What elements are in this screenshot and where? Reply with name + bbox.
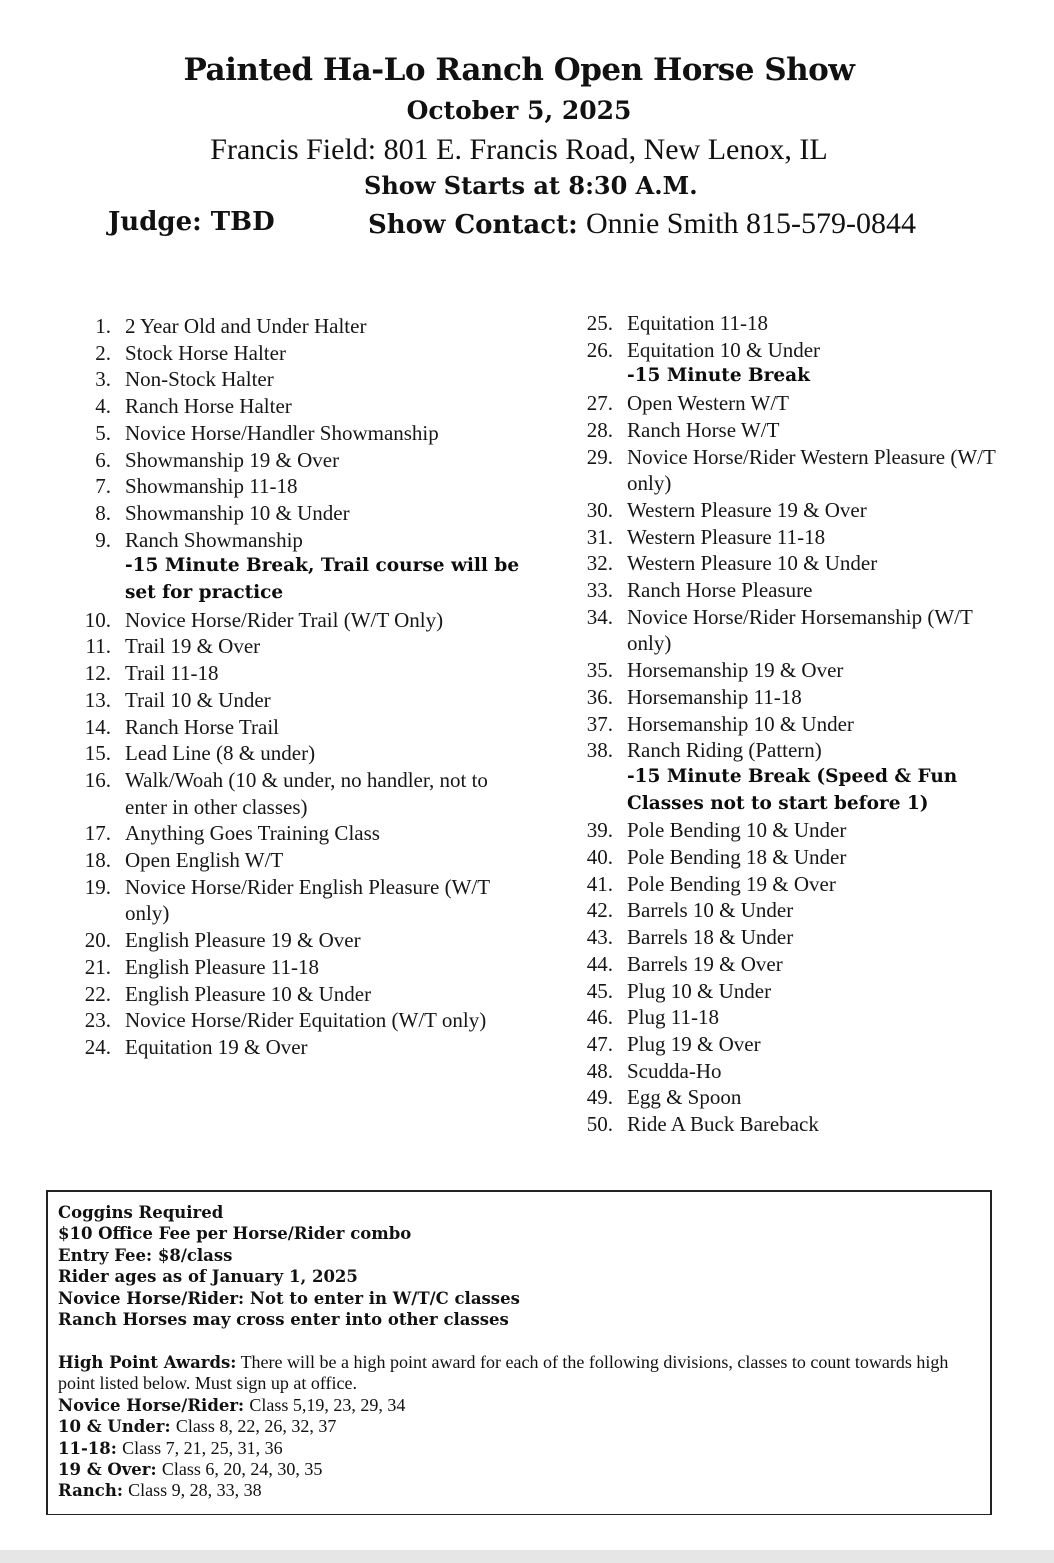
class-number: 6. [95, 447, 111, 472]
class-text: Equitation 11-18 [627, 311, 768, 335]
class-item [582, 871, 1022, 898]
class-number: 49. [586, 1085, 613, 1110]
rule-line: Ranch Horses may cross enter into other classes [58, 1310, 509, 1330]
class-number: 28. [586, 417, 613, 442]
class-text: -15 Minute Break [627, 365, 810, 387]
division-label: 19 & Over: [58, 1460, 157, 1480]
class-item [582, 951, 1022, 978]
division-row [58, 1459, 980, 1480]
class-number: 19. [84, 874, 111, 899]
class-item [80, 393, 520, 420]
class-text: Ranch Horse Pleasure [627, 578, 813, 603]
class-text: Ranch Horse Halter [125, 394, 292, 419]
class-text: Showmanship 10 & Under [125, 500, 350, 525]
class-item [80, 313, 520, 340]
class-item [582, 524, 1022, 551]
class-number: 34. [586, 604, 613, 629]
class-item [80, 687, 520, 714]
awards-label: High Point Awards: [58, 1353, 237, 1372]
class-item [80, 820, 520, 847]
class-item [80, 607, 520, 634]
class-item [582, 684, 1022, 711]
class-item [80, 1007, 520, 1034]
class-text: Anything Goes Training Class [125, 821, 380, 846]
class-item [80, 927, 520, 954]
class-number: 50. [586, 1112, 613, 1137]
class-text: 2 Year Old and Under Halter [125, 314, 367, 338]
class-text: Scudda-Ho [627, 1058, 722, 1083]
class-number: 38. [586, 738, 613, 763]
show-contact-value: Onnie Smith 815-579-0844 [585, 207, 916, 240]
class-number: 21. [84, 954, 111, 979]
class-item [582, 1004, 1022, 1031]
class-item [80, 660, 520, 687]
class-item [80, 447, 520, 474]
class-number: 37. [586, 711, 613, 736]
show-location: Francis Field: 801 E. Francis Road, New Lenox, IL [210, 133, 828, 166]
class-text: Trail 10 & Under [125, 687, 271, 712]
show-date: October 5, 2025 [406, 96, 632, 125]
class-number: 9. [95, 527, 111, 552]
class-number: 12. [84, 661, 111, 686]
class-text: Ranch Riding (Pattern) [627, 738, 822, 763]
class-number: 48. [586, 1058, 613, 1083]
class-item [80, 500, 520, 527]
class-item [80, 954, 520, 981]
class-item [582, 550, 1022, 577]
class-item [582, 737, 1022, 764]
class-text: English Pleasure 11-18 [125, 954, 320, 979]
class-number: 1. [95, 314, 111, 338]
division-row [58, 1438, 980, 1459]
show-start-time: Show Starts at 8:30 A.M. [364, 171, 698, 200]
division-label: Novice Horse/Rider: [58, 1395, 245, 1415]
class-text: Novice Horse/Rider Trail (W/T Only) [125, 607, 444, 632]
class-item [582, 577, 1022, 604]
class-text: Ranch Horse Trail [125, 714, 279, 739]
class-item [582, 604, 1022, 657]
class-item [582, 817, 1022, 844]
rule-line: Entry Fee: $8/class [58, 1245, 233, 1265]
class-text: Horsemanship 19 & Over [627, 658, 844, 683]
class-number: 14. [84, 714, 111, 739]
division-classes: Class 6, 20, 24, 30, 35 [161, 1459, 323, 1480]
class-text: Equitation 10 & Under [627, 337, 821, 362]
class-text: Western Pleasure 19 & Over [627, 497, 867, 522]
class-item [582, 1084, 1022, 1111]
class-number: 32. [586, 551, 613, 576]
rule-line: Coggins Required [58, 1203, 224, 1222]
class-item [80, 366, 520, 393]
class-number: 26. [586, 337, 613, 362]
class-text: Trail 11-18 [125, 661, 219, 686]
class-text: Novice Horse/Rider English Pleasure (W/T only) [125, 874, 490, 926]
class-text: Novice Horse/Rider Equitation (W/T only) [125, 1008, 487, 1033]
class-item [80, 1034, 520, 1061]
class-item [80, 740, 520, 767]
class-item [582, 1031, 1022, 1058]
class-item [582, 497, 1022, 524]
class-text: Lead Line (8 & under) [125, 741, 316, 766]
class-text: English Pleasure 19 & Over [125, 928, 361, 953]
class-number: 41. [586, 871, 613, 896]
judge: Judge: TBD [108, 207, 275, 237]
class-item [582, 1058, 1022, 1085]
class-item [80, 633, 520, 660]
class-item [80, 847, 520, 874]
class-text: Walk/Woah (10 & under, no handler, not to enter in other classes) [125, 767, 488, 819]
break-note [582, 363, 1022, 390]
class-text: Barrels 10 & Under [627, 898, 794, 923]
class-text: Plug 11-18 [627, 1005, 719, 1030]
class-text: Showmanship 19 & Over [125, 447, 340, 472]
class-text: Novice Horse/Rider Western Pleasure (W/T only) [627, 444, 996, 496]
class-text: Pole Bending 19 & Over [627, 871, 836, 896]
awards-intro [58, 1352, 980, 1395]
division-classes: Class 8, 22, 26, 32, 37 [175, 1416, 337, 1437]
class-text: English Pleasure 10 & Under [125, 981, 372, 1006]
division-classes: Class 7, 21, 25, 31, 36 [122, 1437, 283, 1458]
class-text: Showmanship 11-18 [125, 474, 298, 499]
class-text: Open English W/T [125, 848, 284, 873]
break-note [582, 764, 1022, 817]
class-number: 5. [95, 420, 111, 445]
class-number: 43. [586, 925, 613, 950]
class-text: Novice Horse/Rider Horsemanship (W/T only) [627, 604, 973, 656]
class-number: 15. [84, 741, 111, 766]
class-number: 45. [586, 978, 613, 1003]
info-box [46, 1190, 992, 1515]
class-item [80, 874, 520, 927]
class-text: Non-Stock Halter [125, 367, 274, 392]
division-classes: Class 5,19, 23, 29, 34 [249, 1394, 406, 1415]
class-text: Western Pleasure 10 & Under [627, 551, 878, 576]
class-text: Plug 10 & Under [627, 978, 772, 1003]
class-item [582, 337, 1022, 364]
class-number: 11. [85, 634, 111, 659]
division-label: 11-18: [58, 1438, 117, 1458]
class-number: 20. [84, 928, 111, 953]
class-number: 25. [586, 311, 613, 335]
class-number: 33. [586, 578, 613, 603]
class-number: 2. [95, 340, 111, 365]
class-number: 44. [586, 951, 613, 976]
class-number: 24. [84, 1034, 111, 1059]
show-contact [368, 207, 916, 241]
class-number: 8. [95, 500, 111, 525]
class-text: Horsemanship 10 & Under [627, 711, 854, 736]
class-item [582, 390, 1022, 417]
break-note [80, 553, 520, 606]
class-number: 4. [95, 394, 111, 419]
class-item [80, 714, 520, 741]
class-number: 47. [586, 1031, 613, 1056]
division-row [58, 1395, 980, 1416]
class-number: 36. [586, 684, 613, 709]
class-text: Barrels 18 & Under [627, 925, 794, 950]
class-number: 17. [84, 821, 111, 846]
rule-line: Novice Horse/Rider: Not to enter in W/T/C classes [58, 1288, 520, 1308]
class-text: Plug 19 & Over [627, 1031, 761, 1056]
division-classes: Class 9, 28, 33, 38 [128, 1480, 262, 1501]
class-text: Ranch Horse W/T [627, 417, 780, 442]
class-item [80, 981, 520, 1008]
class-item [582, 417, 1022, 444]
class-item [80, 340, 520, 367]
class-number: 10. [84, 607, 111, 632]
rule-line: Rider ages as of January 1, 2025 [58, 1267, 358, 1287]
division-list [58, 1395, 980, 1502]
class-number: 27. [586, 391, 613, 416]
class-item [582, 897, 1022, 924]
class-text: Ride A Buck Bareback [627, 1112, 819, 1137]
class-number: 3. [95, 367, 111, 392]
show-title: Painted Ha-Lo Ranch Open Horse Show [183, 52, 855, 88]
class-number: 30. [586, 497, 613, 522]
class-number: 39. [586, 818, 613, 843]
class-text: -15 Minute Break (Speed & Fun Classes not to start before 1) [627, 765, 958, 814]
class-text: Ranch Showmanship [125, 527, 303, 552]
class-number: 35. [586, 658, 613, 683]
division-label: 10 & Under: [58, 1417, 171, 1437]
awards-text: There will be a high point award for each of the following divisions, classes to count towards high point listed below. Must sign up at office. [58, 1352, 949, 1394]
class-number: 42. [586, 898, 613, 923]
class-item [582, 310, 1022, 337]
class-number: 23. [84, 1008, 111, 1033]
class-item [582, 924, 1022, 951]
class-item [582, 711, 1022, 738]
class-item [582, 844, 1022, 871]
class-text: Barrels 19 & Over [627, 951, 783, 976]
class-number: 31. [586, 524, 613, 549]
class-item [582, 978, 1022, 1005]
class-item [80, 767, 520, 820]
class-number: 40. [586, 845, 613, 870]
class-number: 16. [84, 767, 111, 792]
class-item [582, 657, 1022, 684]
class-text: Equitation 19 & Over [125, 1034, 308, 1059]
rules-list [58, 1202, 980, 1330]
class-number: 13. [84, 687, 111, 712]
class-text: Egg & Spoon [627, 1085, 742, 1110]
class-item [80, 527, 520, 554]
high-point-awards [58, 1352, 980, 1502]
class-number: 29. [586, 444, 613, 469]
class-text: Pole Bending 10 & Under [627, 818, 847, 843]
class-text: -15 Minute Break, Trail course will be set for practice [125, 555, 520, 604]
class-number: 46. [586, 1005, 613, 1030]
class-text: Open Western W/T [627, 391, 789, 416]
class-number: 22. [84, 981, 111, 1006]
class-text: Trail 19 & Over [125, 634, 261, 659]
class-text: Pole Bending 18 & Under [627, 845, 847, 870]
class-list-right [582, 310, 1022, 1138]
class-item [582, 444, 1022, 497]
class-number: 7. [95, 474, 111, 499]
bottom-edge [0, 1550, 1054, 1563]
class-number: 18. [84, 848, 111, 873]
division-row [58, 1416, 980, 1437]
class-text: Novice Horse/Handler Showmanship [125, 420, 439, 445]
class-text: Western Pleasure 11-18 [627, 524, 826, 549]
show-contact-label: Show Contact: [368, 210, 578, 240]
class-item [582, 1111, 1022, 1138]
class-text: Stock Horse Halter [125, 340, 286, 365]
class-list-left [80, 313, 520, 1061]
class-item [80, 420, 520, 447]
class-item [80, 473, 520, 500]
rule-line: $10 Office Fee per Horse/Rider combo [58, 1224, 412, 1244]
division-row [58, 1480, 980, 1501]
class-text: Horsemanship 11-18 [627, 684, 802, 709]
division-label: Ranch: [58, 1481, 123, 1501]
